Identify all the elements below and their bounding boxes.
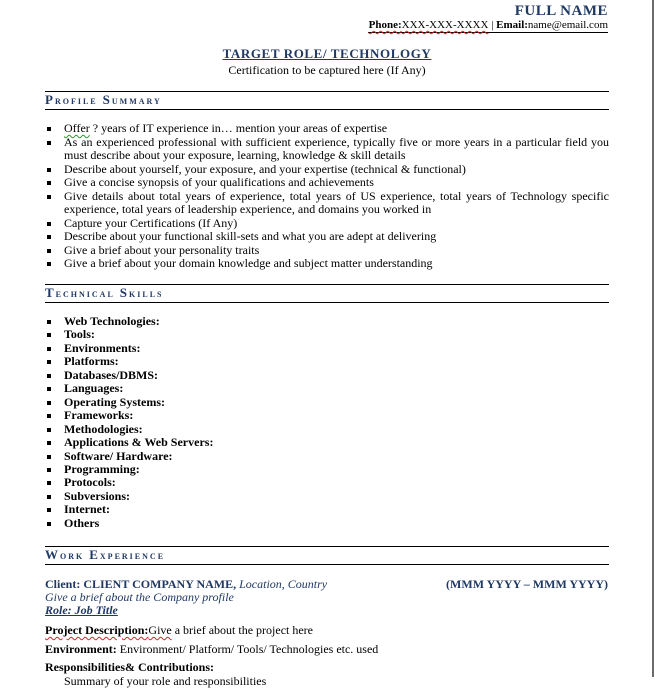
title-rest: kills <box>129 286 164 300</box>
title-rest: ork <box>60 548 90 562</box>
client-name: Client: CLIENT COMPANY NAME, <box>45 577 237 591</box>
title-rest: rofile <box>54 93 103 107</box>
employment-dates: (MMM YYYY – MMM YYYY) <box>446 577 608 591</box>
section-title-profile-summary <box>45 91 609 110</box>
list-item: Give details about total years of experience, total years of US experience, total years of Technology specific experience, total years of leadership experience, and domains you worked in <box>45 190 609 217</box>
email-label: Email: <box>496 19 528 31</box>
title-rest: ummary <box>111 93 162 107</box>
title-initial: T <box>45 285 56 300</box>
item-text: ? years of IT experience in… mention your areas of expertise <box>89 121 388 135</box>
skill-item: Others <box>45 517 609 530</box>
project-description <box>45 623 313 638</box>
title-initial: E <box>89 547 100 562</box>
skill-item: Protocols: <box>45 476 609 489</box>
full-name: FULL NAME <box>514 3 608 19</box>
title-initial: S <box>102 92 112 107</box>
profile-summary-list <box>45 122 609 271</box>
title-initial: S <box>119 285 130 300</box>
list-item <box>45 122 609 136</box>
environment-label: Environment: <box>45 642 117 656</box>
client-location: Location, Country <box>236 577 328 591</box>
offer-word: Offer <box>64 121 90 135</box>
job-role: Role: Job Title <box>45 603 118 617</box>
list-item: As an experienced professional with sufficient experience, typically five or more years in a particular field you must describe about your exposure, learning, knowledge & skill details <box>45 136 609 163</box>
section-title-work-experience <box>45 546 609 565</box>
skill-item: Frameworks: <box>45 409 609 422</box>
title-rest: xperience <box>99 548 166 562</box>
technical-skills-list <box>45 315 609 530</box>
skill-item: Databases/DBMS: <box>45 369 609 382</box>
environment-line <box>45 642 378 657</box>
title-initial: W <box>45 547 60 562</box>
phone-label: Phone: <box>368 19 402 31</box>
target-role-heading: TARGET ROLE/ TECHNOLOGY <box>222 46 432 61</box>
title-initial: P <box>45 92 55 107</box>
skill-item: Languages: <box>45 382 609 395</box>
skill-item: Programming: <box>45 463 609 476</box>
skill-item: Operating Systems: <box>45 396 609 409</box>
list-item: Describe about yourself, your exposure, and your expertise (technical & functional) <box>45 163 609 177</box>
contact-line <box>368 19 608 33</box>
page-edge-border <box>652 0 654 677</box>
skill-item: Internet: <box>45 503 609 516</box>
skill-item: Tools: <box>45 328 609 341</box>
responsibilities-label: Responsibilities& Contributions: <box>45 660 215 674</box>
email-value[interactable]: name@email.com <box>527 19 608 31</box>
section-title-technical-skills <box>45 284 609 303</box>
phone-value: XXX-XXX-XXXX <box>401 19 489 31</box>
contact-separator: | <box>488 19 497 31</box>
certification-line: Certification to be captured here (If Any) <box>228 63 426 77</box>
skill-item: Methodologies: <box>45 423 609 436</box>
skill-item: Environments: <box>45 342 609 355</box>
responsibilities-cut-off-text: Summary of your role and responsibilities <box>64 674 267 688</box>
company-profile: Give a brief about the Company profile <box>45 590 234 604</box>
environment-text: Environment/ Platform/ Tools/ Technologies etc. used <box>116 642 379 656</box>
project-text: a brief about the project here <box>171 623 313 637</box>
skill-item: Web Technologies: <box>45 315 609 328</box>
title-rest: echnical <box>55 286 120 300</box>
skill-item: Subversions: <box>45 490 609 503</box>
list-item: Give a concise synopsis of your qualifications and achievements <box>45 176 609 190</box>
skill-item: Software/ Hardware: <box>45 450 609 463</box>
list-item: Capture your Certifications (If Any) <box>45 217 609 231</box>
project-label: Project Description: <box>45 623 149 637</box>
list-item: Describe about your functional skill-sets and what you are adept at delivering <box>45 230 609 244</box>
skill-item: Platforms: <box>45 355 609 368</box>
skill-item: Applications & Web Servers: <box>45 436 609 449</box>
list-item: Give a brief about your personality traits <box>45 244 609 258</box>
list-item: Give a brief about your domain knowledge and subject matter understanding <box>45 257 609 271</box>
project-first-word: Give <box>148 623 172 637</box>
